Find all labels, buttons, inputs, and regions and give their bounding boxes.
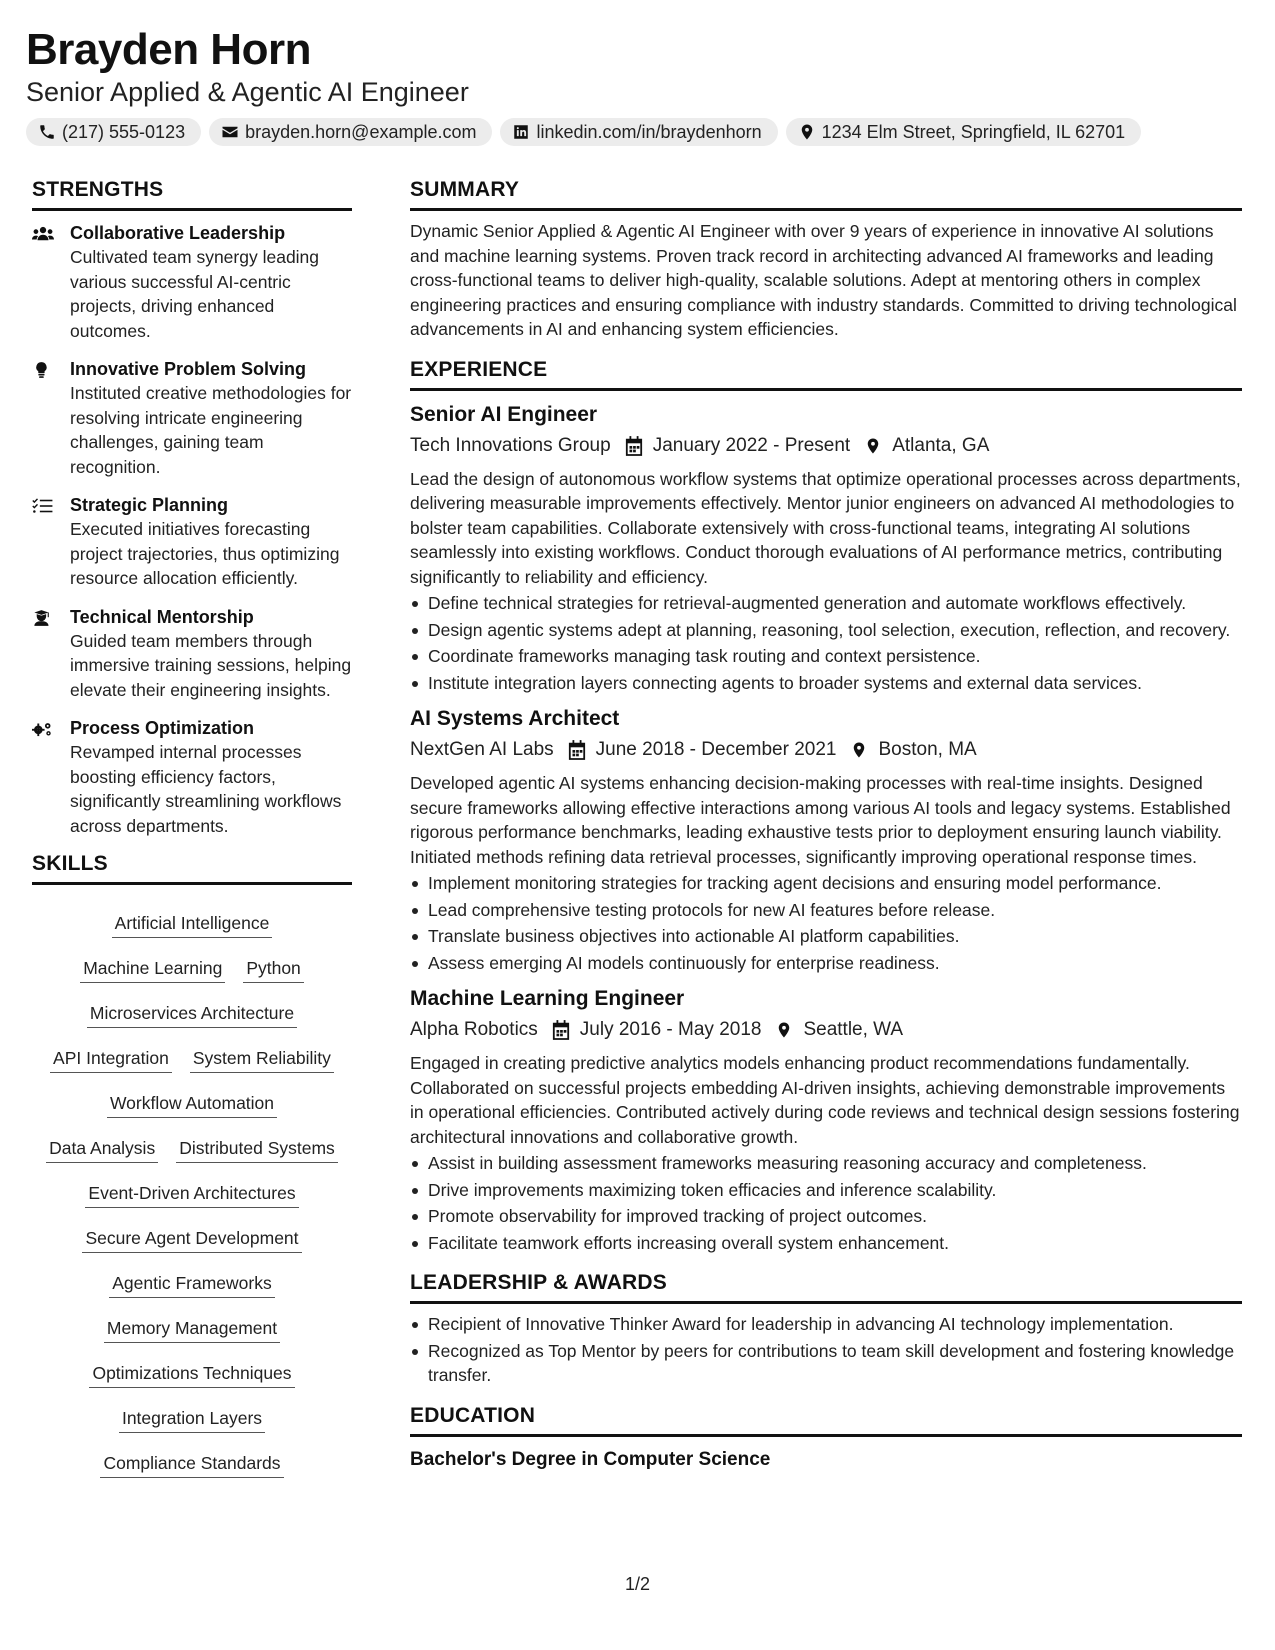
skill-tag: Artificial Intelligence bbox=[112, 912, 273, 938]
contact-phone[interactable] bbox=[26, 118, 201, 146]
skills-heading: SKILLS bbox=[32, 852, 352, 885]
strength-desc: Executed initiatives forecasting project trajectories, thus optimizing resource allocation efficiently. bbox=[70, 519, 340, 588]
strength-desc: Revamped internal processes boosting efficiency factors, significantly streamlining workflows across departments. bbox=[70, 742, 342, 836]
lightbulb-icon bbox=[32, 361, 54, 379]
skill-tag: Distributed Systems bbox=[176, 1137, 338, 1163]
contact-address-text: 1234 Elm Street, Springfield, IL 62701 bbox=[821, 121, 1126, 142]
job-description: Engaged in creating predictive analytics models enhancing product recommendations fundamentally. Collaborated on successful projects embedding AI-driven insights, achieving demonstrable improvements in operational efficiencies. Contributed actively during code reviews and technical design sessions fostering architectural innovations and collaborative growth. bbox=[410, 1053, 1240, 1147]
skill-tag: System Reliability bbox=[190, 1047, 334, 1073]
skill-tag: Workflow Automation bbox=[107, 1092, 277, 1118]
leadership-section bbox=[410, 1271, 1242, 1388]
map-pin-icon bbox=[775, 1020, 793, 1040]
contact-bar bbox=[26, 118, 1246, 146]
strength-desc: Guided team members through immersive training sessions, helping elevate their engineering insights. bbox=[70, 630, 352, 700]
map-pin-icon bbox=[798, 123, 816, 141]
mentor-icon bbox=[32, 609, 54, 627]
job-dates: June 2018 - December 2021 bbox=[595, 739, 837, 760]
gears-icon bbox=[32, 720, 54, 738]
list-item: Coordinate frameworks managing task routing and context persistence. bbox=[410, 644, 1242, 669]
skill-tag: Integration Layers bbox=[119, 1407, 265, 1433]
job-location: Boston, MA bbox=[878, 739, 977, 760]
summary-text: Dynamic Senior Applied & Agentic AI Engineer with over 9 years of experience in innovative AI solutions and machine learning systems. Proven track record in architecting advanced AI frameworks and leading cross-functional teams to deliver high-quality, scalable solutions. Adept at mentoring others in complex engineering practices and ensuring compliance with industry standards. Committed to driving technological advancements in AI and enhancing system efficiencies. bbox=[410, 221, 1237, 339]
phone-icon bbox=[38, 123, 56, 141]
list-item: Translate business objectives into actionable AI platform capabilities. bbox=[410, 924, 1242, 949]
candidate-name: Brayden Horn bbox=[26, 25, 311, 74]
checklist-icon bbox=[32, 497, 54, 515]
list-item: Recipient of Innovative Thinker Award for leadership in advancing AI technology implementation. bbox=[410, 1312, 1242, 1337]
list-item: Assist in building assessment frameworks measuring reasoning accuracy and completeness. bbox=[410, 1151, 1242, 1176]
contact-email[interactable] bbox=[209, 118, 492, 146]
job-meta bbox=[410, 1017, 1242, 1043]
job-company: Alpha Robotics bbox=[410, 1019, 538, 1040]
experience-section bbox=[410, 358, 1242, 1256]
strength-item bbox=[32, 493, 352, 591]
education-section bbox=[410, 1404, 1242, 1473]
job-title: AI Systems Architect bbox=[410, 707, 620, 730]
list-item: Promote observability for improved tracking of project outcomes. bbox=[410, 1204, 1242, 1229]
strengths-list bbox=[32, 221, 352, 838]
users-icon bbox=[32, 225, 54, 243]
contact-email-text: brayden.horn@example.com bbox=[245, 121, 477, 142]
strength-desc: Instituted creative methodologies for resolving intricate engineering challenges, gaining team recognition. bbox=[70, 383, 352, 477]
skills-list bbox=[32, 893, 352, 1478]
job-bullets bbox=[410, 591, 1242, 695]
envelope-icon bbox=[221, 123, 239, 141]
linkedin-icon bbox=[512, 123, 530, 141]
list-item: Define technical strategies for retrieval-augmented generation and automate workflows effectively. bbox=[410, 591, 1242, 616]
list-item: Assess emerging AI models continuously for enterprise readiness. bbox=[410, 951, 1242, 976]
education-heading: EDUCATION bbox=[410, 1404, 1242, 1437]
strength-item bbox=[32, 716, 352, 838]
skill-tag: Microservices Architecture bbox=[87, 1002, 297, 1028]
strength-title: Process Optimization bbox=[70, 718, 255, 738]
calendar-icon bbox=[568, 740, 586, 760]
contact-linkedin[interactable] bbox=[500, 118, 777, 146]
strength-title: Collaborative Leadership bbox=[70, 223, 286, 243]
list-item: Implement monitoring strategies for tracking agent decisions and ensuring model performance. bbox=[410, 871, 1242, 896]
job-bullets bbox=[410, 1151, 1242, 1255]
job-meta bbox=[410, 433, 1242, 459]
leadership-bullets bbox=[410, 1312, 1242, 1388]
strength-item bbox=[32, 221, 352, 343]
job-entry bbox=[410, 401, 1242, 696]
skill-tag: Optimizations Techniques bbox=[89, 1362, 294, 1388]
calendar-icon bbox=[552, 1020, 570, 1040]
list-item: Drive improvements maximizing token efficacies and inference scalability. bbox=[410, 1178, 1242, 1203]
job-dates: January 2022 - Present bbox=[652, 434, 851, 456]
strength-title: Strategic Planning bbox=[70, 495, 229, 515]
skill-tag: Data Analysis bbox=[46, 1137, 158, 1163]
strength-desc: Cultivated team synergy leading various successful AI-centric projects, driving enhanced outcomes. bbox=[70, 247, 320, 341]
strength-title: Technical Mentorship bbox=[70, 606, 254, 627]
page-number: 1/2 bbox=[624, 1574, 651, 1594]
job-bullets bbox=[410, 871, 1242, 975]
candidate-title: Senior Applied & Agentic AI Engineer bbox=[26, 77, 469, 107]
job-entry bbox=[410, 985, 1242, 1255]
job-meta bbox=[410, 737, 1242, 763]
job-description: Developed agentic AI systems enhancing decision-making processes with real-time insights. Designed secure frameworks allowing effective interactions among various AI tools and legacy systems. Established rigorous performance benchmarks, leading exhaustive tests prior to deployment ensuring launch viability. Initiated methods refining data retrieval processes, significantly improving operational response times. bbox=[410, 773, 1231, 867]
job-description: Lead the design of autonomous workflow systems that optimize operational processes across departments, delivering measurable improvements effectively. Mentor junior engineers on advanced AI methodologies to bolster team capabilities. Collaborate extensively with cross-functional teams, integrating AI solutions seamlessly into existing workflows. Conduct thorough evaluations of AI performance metrics, contributing significantly to reliability and efficiency. bbox=[410, 468, 1241, 587]
job-company: NextGen AI Labs bbox=[410, 739, 554, 760]
summary-section bbox=[410, 178, 1242, 342]
skill-tag: Machine Learning bbox=[80, 957, 225, 983]
skill-tag: Memory Management bbox=[104, 1317, 280, 1343]
map-pin-icon bbox=[850, 740, 868, 760]
leadership-heading: LEADERSHIP & AWARDS bbox=[410, 1271, 1242, 1304]
education-degree: Bachelor's Degree in Computer Science bbox=[410, 1448, 771, 1470]
job-location: Seattle, WA bbox=[803, 1019, 904, 1040]
skill-tag: Secure Agent Development bbox=[82, 1227, 301, 1253]
skill-tag: Agentic Frameworks bbox=[109, 1272, 275, 1298]
contact-linkedin-text: linkedin.com/in/braydenhorn bbox=[536, 121, 762, 142]
job-title: Senior AI Engineer bbox=[410, 402, 598, 426]
resume-header bbox=[26, 24, 1246, 146]
contact-address bbox=[786, 118, 1142, 146]
skill-tag: API Integration bbox=[50, 1047, 172, 1073]
job-location: Atlanta, GA bbox=[892, 434, 990, 456]
list-item: Recognized as Top Mentor by peers for contributions to team skill development and fostering knowledge transfer. bbox=[410, 1339, 1242, 1388]
list-item: Facilitate teamwork efforts increasing overall system enhancement. bbox=[410, 1231, 1242, 1256]
calendar-icon bbox=[625, 436, 643, 456]
left-column bbox=[32, 178, 352, 1478]
skills-section bbox=[32, 852, 352, 1478]
list-item: Lead comprehensive testing protocols for new AI features before release. bbox=[410, 898, 1242, 923]
right-column bbox=[410, 178, 1242, 1473]
list-item: Institute integration layers connecting agents to broader systems and external data services. bbox=[410, 671, 1242, 696]
skill-tag: Python bbox=[243, 957, 303, 983]
strengths-heading: STRENGTHS bbox=[32, 178, 352, 211]
map-pin-icon bbox=[864, 436, 882, 456]
summary-heading: SUMMARY bbox=[410, 178, 1242, 211]
skill-tag: Compliance Standards bbox=[100, 1452, 283, 1478]
skill-tag: Event-Driven Architectures bbox=[85, 1182, 298, 1208]
job-company: Tech Innovations Group bbox=[410, 434, 611, 456]
contact-phone-text: (217) 555-0123 bbox=[62, 121, 186, 142]
job-title: Machine Learning Engineer bbox=[410, 987, 685, 1010]
job-entry bbox=[410, 705, 1242, 975]
strength-title: Innovative Problem Solving bbox=[70, 359, 307, 379]
experience-heading: EXPERIENCE bbox=[410, 358, 1242, 391]
job-dates: July 2016 - May 2018 bbox=[579, 1019, 762, 1040]
strength-item bbox=[32, 357, 352, 479]
strength-item bbox=[32, 605, 352, 703]
list-item: Design agentic systems adept at planning, reasoning, tool selection, execution, reflection, and recovery. bbox=[410, 618, 1242, 643]
